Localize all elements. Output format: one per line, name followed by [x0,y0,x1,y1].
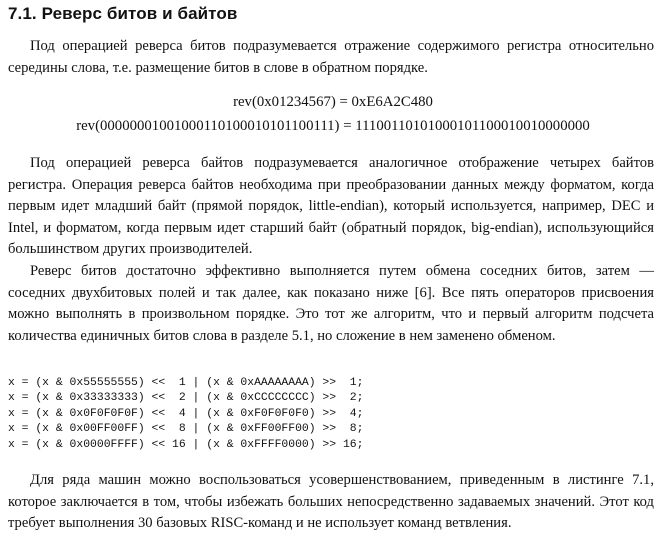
formula-rev-binary: rev(00000001001000110100010101100111) = 11100110101000101100010010000000 [76,118,590,134]
paragraph-byte-reversal-definition: Под операцией реверса байтов подразумевается аналогичное отображение четырех байтов регистра. Операция реверса байтов необходима при преобразовании данных между форматом, когда первым идет младший байт (прямой порядок, little-endian), который используется, например, DEC и Intel, и форматом, когда первым идет старший байт (обратный порядок, big-endian), использующийся большинством других производителей. [8,155,654,257]
code-listing-bit-reversal [8,376,363,453]
code-line: x = (x & 0x0000FFFF) << 16 | (x & 0xFFFF0000) >> 16; [8,438,364,451]
code-line: x = (x & 0x55555555) << 1 | (x & 0xAAAAAAAA) >> 1; [8,377,364,389]
formula-rev-hex: rev(0x01234567) = 0xE6A2C480 [233,94,433,110]
code-line: x = (x & 0x0F0F0F0F) << 4 | (x & 0xF0F0F0F0) >> 4; [8,407,364,420]
code-line: x = (x & 0x00FF00FF) << 8 | (x & 0xFF00FF00) >> 8; [8,423,364,436]
paragraph-bit-swap-algorithm: Реверс битов достаточно эффективно выполняется путем обмена соседних битов, затем — соседних двухбитовых полей и так далее, как показано ниже [6]. Все пять операторов присвоения можно выполнять в произвольном порядке. Это тот же алгоритм, что и первый алгоритм подсчета количества единичных битов слова в разделе 5.1, но сложение в нем заменено обменом. [8,263,654,344]
section-heading: 7.1. Реверс битов и байтов [8,4,238,23]
paragraph-listing-improvement: Для ряда машин можно воспользоваться усовершенствованием, приведенным в листинге 7.1, которое заключается в том, чтобы избежать больших непосредственно задаваемых значений. Этот код требует выполнения 30 базовых RISC-команд и не использует команд ветвления. [8,472,654,531]
code-line: x = (x & 0x33333333) << 2 | (x & 0xCCCCCCCC) >> 2; [8,392,364,405]
paragraph-bit-reversal-definition: Под операцией реверса битов подразумевается отражение содержимого регистра относительно середины слова, т.е. размещение битов в слове в обратном порядке. [8,38,654,76]
